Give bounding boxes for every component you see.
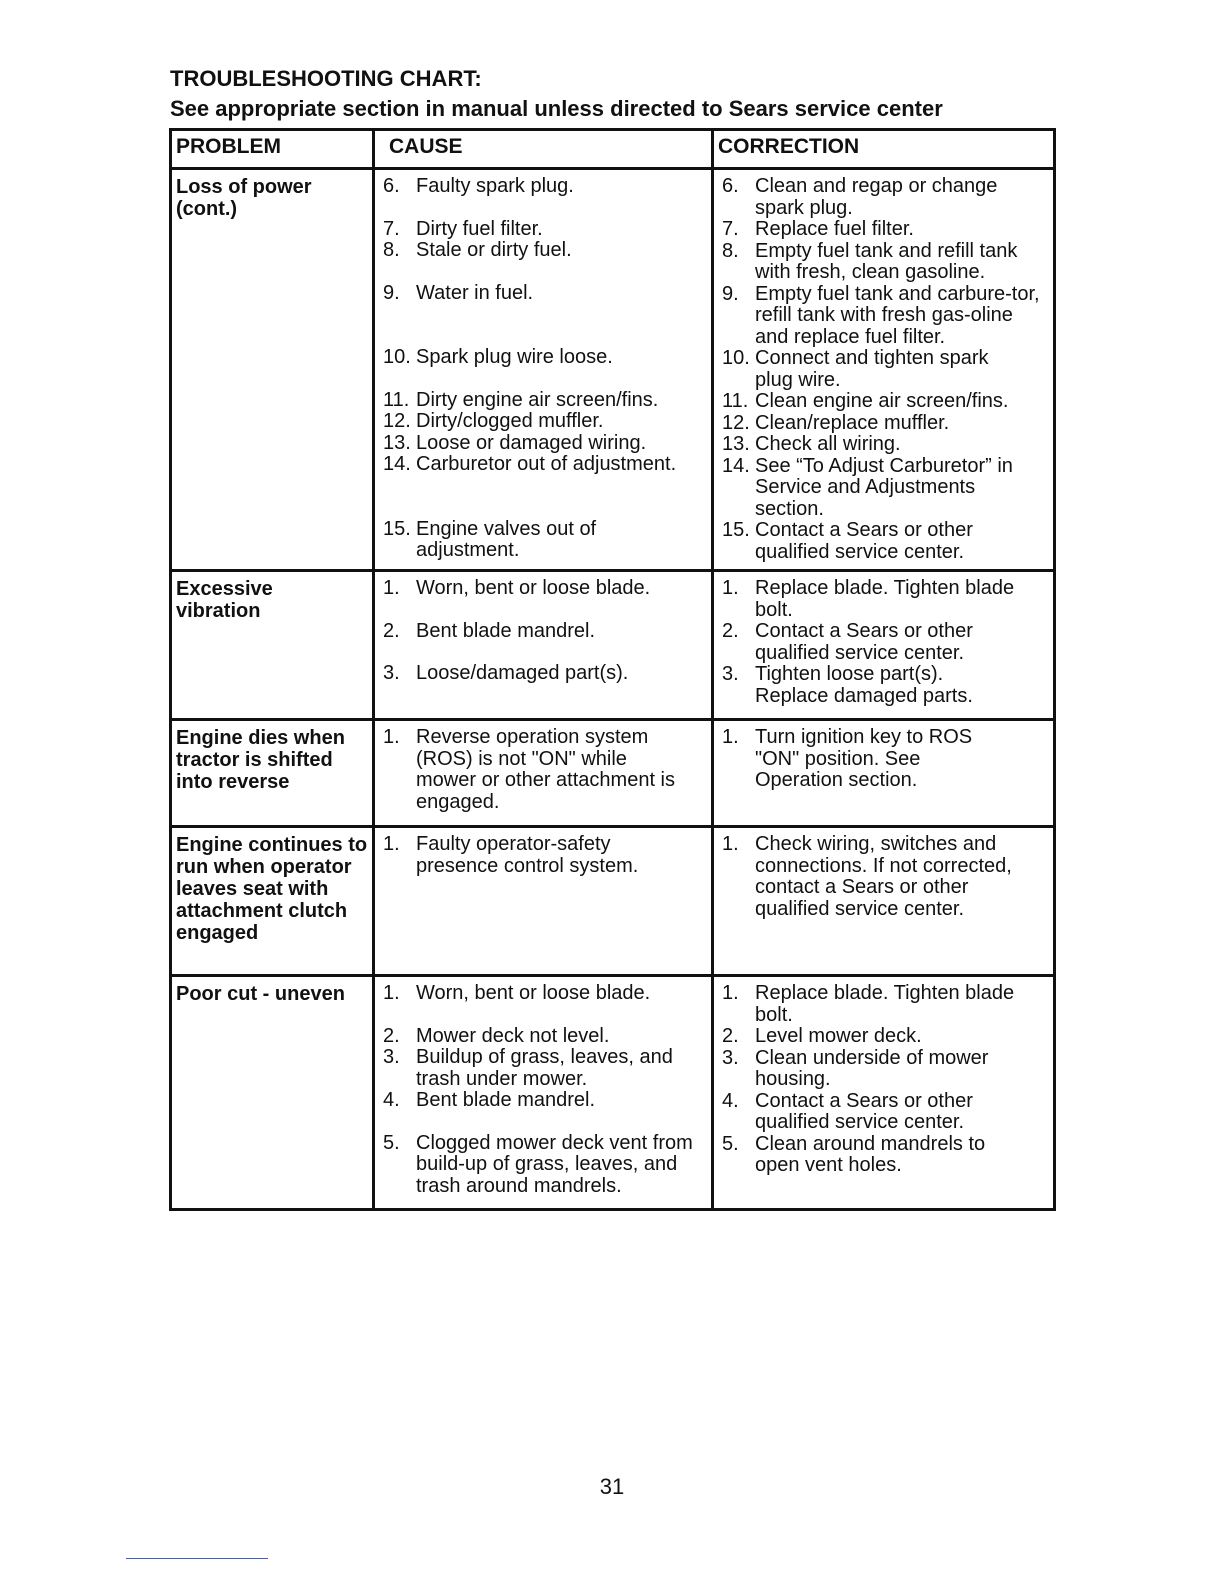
item-number: 1. [722, 833, 739, 855]
item-number: 1. [383, 833, 400, 855]
item-number: 10. [383, 346, 411, 368]
item-text: Check wiring, switches and connections. If not corrected, contact a Sears or other qualified service center. [755, 833, 1012, 920]
cause-item [383, 411, 705, 433]
item-text: Clean underside of mower housing. [755, 1046, 989, 1090]
correction-item [722, 983, 1047, 1026]
item-text: Carburetor out of adjustment. [416, 453, 677, 475]
correction-item [722, 727, 1047, 792]
correction-item [722, 413, 1047, 435]
column-header-problem: PROBLEM [171, 130, 374, 169]
item-text: Replace fuel filter. [755, 218, 914, 240]
correction-item [722, 621, 1047, 664]
cause-item [383, 727, 705, 813]
troubleshooting-table [169, 128, 1056, 1211]
cause-cell [374, 827, 713, 976]
correction-item [722, 1091, 1047, 1134]
correction-item [722, 664, 1047, 707]
item-text: Faulty operator-safety presence control system. [416, 833, 639, 877]
item-text: Dirty fuel filter. [416, 217, 543, 240]
correction-item [722, 1026, 1047, 1048]
cause-item [383, 433, 705, 455]
problem-cell: Excessive vibration [171, 571, 374, 720]
item-text: Clean and regap or change spark plug. [755, 175, 998, 219]
table-header-row [171, 130, 1055, 169]
item-text: Contact a Sears or other qualified service center. [755, 1089, 973, 1133]
chart-subtitle: See appropriate section in manual unless directed to Sears service center [170, 96, 943, 121]
item-number: 11. [722, 390, 749, 412]
item-text: Dirty engine air screen/fins. [416, 388, 659, 411]
item-text: Water in fuel. [416, 281, 534, 304]
table-row [171, 169, 1055, 571]
item-number: 2. [722, 620, 739, 642]
item-text: Bent blade mandrel. [416, 1089, 596, 1111]
item-number: 6. [722, 175, 739, 197]
correction-item [722, 241, 1047, 284]
table-row [171, 976, 1055, 1210]
cause-cell [374, 571, 713, 720]
item-text: Engine valves out of adjustment. [416, 517, 597, 561]
item-text: Stale or dirty fuel. [416, 239, 572, 261]
chart-title: TROUBLESHOOTING CHART: [170, 66, 482, 91]
item-text: Check all wiring. [755, 433, 901, 455]
item-text: Clean around mandrels to open vent holes. [755, 1132, 986, 1176]
item-text: Connect and tighten spark plug wire. [755, 347, 989, 391]
correction-cell [713, 827, 1055, 976]
item-number: 6. [383, 175, 400, 197]
correction-item [722, 219, 1047, 241]
item-number: 1. [383, 726, 400, 748]
correction-item [722, 176, 1047, 219]
correction-item [722, 834, 1047, 920]
item-number: 2. [383, 1024, 400, 1047]
item-number: 12. [383, 410, 411, 432]
page-number: 31 [599, 1474, 625, 1499]
cause-item [383, 347, 705, 369]
item-number: 3. [722, 1046, 739, 1069]
item-text: Spark plug wire loose. [416, 346, 613, 368]
item-text: Worn, bent or loose blade. [416, 982, 651, 1004]
item-text: Contact a Sears or other qualified service center. [755, 519, 973, 563]
problem-cell: Poor cut - uneven [171, 976, 374, 1210]
item-number: 1. [383, 577, 400, 599]
item-text: Dirty/clogged muffler. [416, 410, 604, 432]
item-text: Clean/replace muffler. [755, 411, 950, 434]
cause-cell [374, 169, 713, 571]
item-number: 1. [722, 577, 739, 599]
cause-item [383, 219, 705, 241]
item-number: 9. [383, 281, 400, 304]
problem-cell: Engine dies when tractor is shifted into reverse [171, 720, 374, 827]
item-number: 3. [383, 662, 400, 684]
item-number: 11. [383, 388, 410, 411]
correction-cell [713, 976, 1055, 1210]
item-text: Loose or damaged wiring. [416, 431, 647, 454]
item-number: 3. [383, 1046, 400, 1068]
item-text: Mower deck not level. [416, 1024, 610, 1047]
item-text: Empty fuel tank and refill tank with fresh, clean gasoline. [755, 239, 1018, 283]
item-text: Buildup of grass, leaves, and trash under mower. [416, 1046, 673, 1090]
item-number: 5. [722, 1132, 739, 1155]
correction-item [722, 434, 1047, 456]
correction-item [722, 578, 1047, 621]
correction-item [722, 284, 1047, 349]
cause-item [383, 390, 705, 412]
item-text: Bent blade mandrel. [416, 619, 596, 642]
cause-cell [374, 976, 713, 1210]
correction-item [722, 1134, 1047, 1177]
item-number: 12. [722, 411, 750, 434]
correction-item [722, 348, 1047, 391]
item-number: 7. [383, 217, 400, 240]
item-text: Contact a Sears or other qualified service center. [755, 620, 973, 664]
cause-item [383, 1047, 705, 1090]
item-number: 2. [722, 1025, 739, 1047]
table-row [171, 827, 1055, 976]
correction-item [722, 520, 1047, 563]
item-number: 4. [722, 1089, 739, 1112]
item-number: 7. [722, 218, 739, 240]
item-text: Clogged mower deck vent from build-up of grass, leaves, and trash around mandrels. [416, 1131, 693, 1197]
item-text: Turn ignition key to ROS "ON" position. See Operation section. [755, 726, 973, 791]
item-number: 3. [722, 663, 739, 685]
item-number: 13. [383, 431, 411, 454]
item-text: Clean engine air screen/fins. [755, 390, 1009, 412]
cause-item [383, 454, 705, 476]
item-number: 14. [383, 453, 411, 475]
cause-item [383, 663, 705, 685]
item-text: See “To Adjust Carburetor” in Service and Adjustments section. [755, 454, 1013, 520]
item-number: 15. [722, 519, 750, 541]
column-header-correction: CORRECTION [713, 130, 1055, 169]
correction-cell [713, 720, 1055, 827]
correction-cell [713, 571, 1055, 720]
cause-item [383, 578, 705, 600]
cause-item [383, 983, 705, 1005]
footer-rule [126, 1558, 268, 1559]
item-text: Level mower deck. [755, 1025, 922, 1047]
correction-item [722, 1048, 1047, 1091]
item-text: Tighten loose part(s). Replace damaged parts. [755, 663, 973, 707]
item-text: Replace blade. Tighten blade bolt. [755, 982, 1015, 1026]
column-header-cause: CAUSE [374, 130, 713, 169]
item-number: 8. [722, 239, 739, 262]
item-number: 15. [383, 517, 411, 540]
problem-cell: Engine continues to run when operator leaves seat with attachment clutch engaged [171, 827, 374, 976]
item-number: 5. [383, 1131, 400, 1154]
problem-cell: Loss of power (cont.) [171, 169, 374, 571]
cause-item [383, 1026, 705, 1048]
item-number: 2. [383, 619, 400, 642]
item-text: Faulty spark plug. [416, 175, 574, 197]
table-row [171, 720, 1055, 827]
item-text: Worn, bent or loose blade. [416, 577, 651, 599]
item-number: 1. [383, 982, 400, 1004]
item-number: 8. [383, 239, 400, 261]
cause-cell [374, 720, 713, 827]
cause-item [383, 1090, 705, 1112]
item-text: Empty fuel tank and carbure-tor, refill tank with fresh gas-oline and replace fuel filter. [755, 282, 1040, 348]
cause-item [383, 621, 705, 643]
item-number: 9. [722, 282, 739, 305]
table-row [171, 571, 1055, 720]
cause-item [383, 240, 705, 262]
correction-cell [713, 169, 1055, 571]
item-number: 4. [383, 1089, 400, 1111]
item-number: 10. [722, 347, 750, 369]
correction-item [722, 456, 1047, 521]
cause-item [383, 176, 705, 198]
item-number: 14. [722, 454, 750, 477]
cause-item [383, 1133, 705, 1198]
item-text: Loose/damaged part(s). [416, 662, 629, 684]
item-text: Reverse operation system (ROS) is not "ON" while mower or other attachment is engaged. [416, 726, 675, 813]
cause-item [383, 519, 705, 562]
item-number: 1. [722, 726, 739, 748]
item-number: 1. [722, 982, 739, 1004]
cause-item [383, 834, 705, 877]
correction-item [722, 391, 1047, 413]
cause-item [383, 283, 705, 305]
item-text: Replace blade. Tighten blade bolt. [755, 577, 1015, 621]
item-number: 13. [722, 433, 750, 455]
